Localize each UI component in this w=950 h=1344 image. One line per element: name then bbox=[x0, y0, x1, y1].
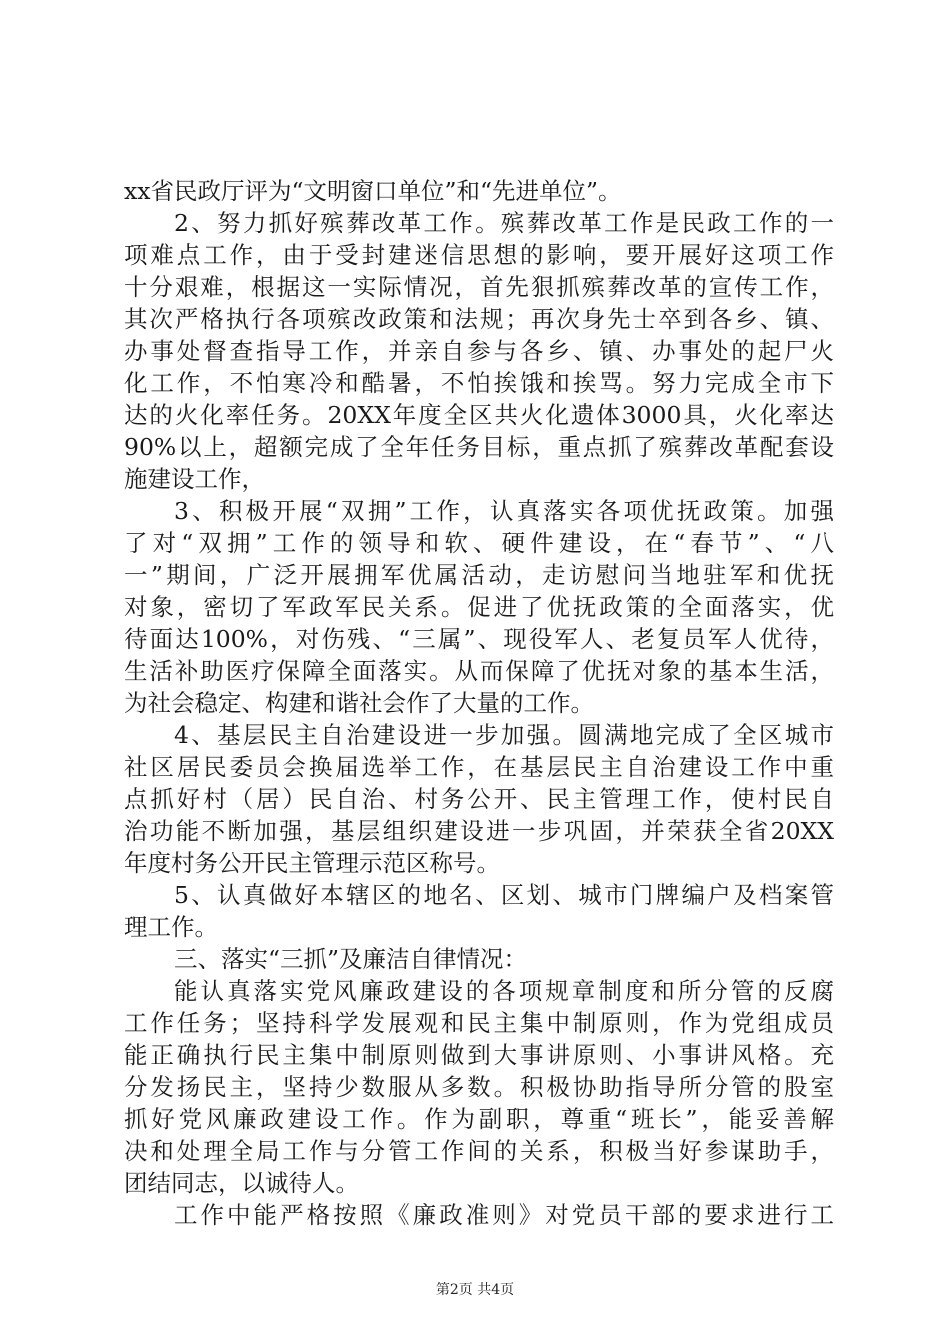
text-line: 办事处督查指导工作，并亲自参与各乡、镇、办事处的起尸火 bbox=[124, 337, 834, 365]
text-line: 一”期间，广泛开展拥军优属活动，走访慰问当地驻军和优抚 bbox=[124, 561, 834, 589]
text-line: 为社会稳定、构建和谐社会作了大量的工作。 bbox=[124, 689, 594, 717]
text-line: 工作中能严格按照《廉政准则》对党员干部的要求进行工 bbox=[174, 1201, 834, 1229]
text-line: 待面达100%，对伤残、“三属”、现役军人、老复员军人优待， bbox=[124, 625, 834, 653]
text-line: 施建设工作， bbox=[124, 465, 265, 493]
text-line: 年度村务公开民主管理示范区称号。 bbox=[124, 849, 500, 877]
text-line: xx省民政厅评为“文明窗口单位”和“先进单位”。 bbox=[124, 177, 622, 205]
text-line: 决和处理全局工作与分管工作间的关系，积极当好参谋助手， bbox=[124, 1137, 834, 1165]
text-line: 生活补助医疗保障全面落实。从而保障了优抚对象的基本生活， bbox=[124, 657, 834, 685]
text-line: 团结同志，以诚待人。 bbox=[124, 1169, 359, 1197]
text-line: 2、努力抓好殡葬改革工作。殡葬改革工作是民政工作的一 bbox=[174, 209, 834, 237]
text-line: 3、积极开展“双拥”工作，认真落实各项优抚政策。加强 bbox=[174, 497, 834, 525]
text-line: 90%以上，超额完成了全年任务目标，重点抓了殡葬改革配套设 bbox=[124, 433, 834, 461]
page-number-footer: 第2页 共4页 bbox=[435, 1282, 515, 1298]
text-line: 对象，密切了军政军民关系。促进了优抚政策的全面落实，优 bbox=[124, 593, 834, 621]
text-line: 抓好党风廉政建设工作。作为副职，尊重“班长”，能妥善解 bbox=[124, 1105, 834, 1133]
text-line: 项难点工作，由于受封建迷信思想的影响，要开展好这项工作 bbox=[124, 241, 834, 269]
section-heading: 三、落实“三抓”及廉洁自律情况： bbox=[174, 945, 528, 973]
text-line: 能正确执行民主集中制原则做到大事讲原则、小事讲风格。充 bbox=[124, 1041, 834, 1069]
text-line: 5、认真做好本辖区的地名、区划、城市门牌编户及档案管 bbox=[174, 881, 834, 909]
text-line: 理工作。 bbox=[124, 913, 218, 941]
text-line: 社区居民委员会换届选举工作，在基层民主自治建设工作中重 bbox=[124, 753, 834, 781]
text-line: 十分艰难，根据这一实际情况，首先狠抓殡葬改革的宣传工作， bbox=[124, 273, 834, 301]
text-line: 工作任务；坚持科学发展观和民主集中制原则，作为党组成员 bbox=[124, 1009, 834, 1037]
text-line: 能认真落实党风廉政建设的各项规章制度和所分管的反腐 bbox=[174, 977, 834, 1005]
text-line: 化工作，不怕寒冷和酷暑，不怕挨饿和挨骂。努力完成全市下 bbox=[124, 369, 834, 397]
text-line: 其次严格执行各项殡改政策和法规；再次身先士卒到各乡、镇、 bbox=[124, 305, 834, 333]
text-line: 4、基层民主自治建设进一步加强。圆满地完成了全区城市 bbox=[174, 721, 834, 749]
text-line: 分发扬民主，坚持少数服从多数。积极协助指导所分管的股室 bbox=[124, 1073, 834, 1101]
text-line: 点抓好村（居）民自治、村务公开、民主管理工作，使村民自 bbox=[124, 785, 834, 813]
text-line: 达的火化率任务。20XX年度全区共火化遗体3000具，火化率达 bbox=[124, 401, 834, 429]
text-line: 治功能不断加强，基层组织建设进一步巩固，并荣获全省20XX bbox=[124, 817, 834, 845]
text-line: 了对“双拥”工作的领导和软、硬件建设，在“春节”、“八 bbox=[124, 529, 834, 557]
